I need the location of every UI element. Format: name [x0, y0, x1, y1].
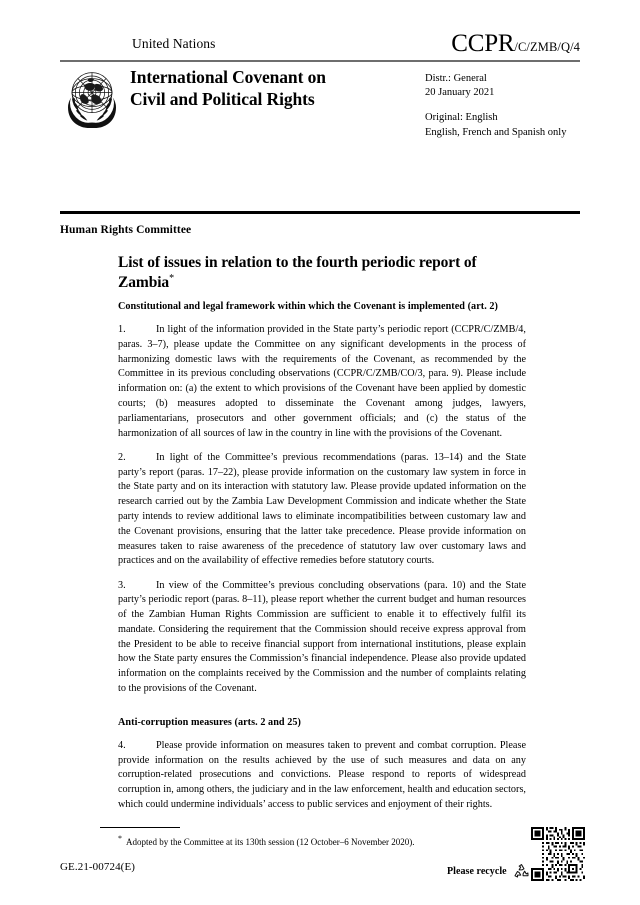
distribution-block: [425, 72, 595, 140]
footnote: [118, 833, 538, 849]
paragraph-1-number: 1.: [118, 324, 126, 336]
paragraph-4: [118, 739, 526, 813]
recycle-notice: [447, 862, 531, 881]
covenant-title-line-1: International Covenant on: [130, 67, 326, 87]
paragraph-2-number: 2.: [118, 451, 126, 463]
paragraph-2: [118, 451, 526, 569]
title-footnote-marker: *: [169, 272, 174, 284]
document-symbol-main: CCPR: [451, 30, 515, 57]
section-heading-anticorruption: Anti-corruption measures (arts. 2 and 25): [118, 716, 301, 728]
document-symbol: [451, 30, 580, 58]
document-symbol-suffix: /C/ZMB/Q/4: [514, 40, 580, 54]
footnote-marker: *: [118, 834, 122, 843]
covenant-title-line-2: Civil and Political Rights: [130, 89, 315, 110]
footnote-divider: [100, 827, 180, 828]
recycle-icon: [512, 862, 531, 881]
masthead-top-row: [60, 30, 580, 58]
recycle-label: Please recycle: [447, 866, 507, 877]
document-body: [118, 300, 526, 822]
un-emblem-icon: [58, 64, 126, 128]
paragraph-2-text: In light of the Committee’s previous recommendations (paras. 13–14) and the State party’s report (paras. 17–22), please provide information on the customary law system in force in the State party and on its interaction with statutory law. Please provide updated information on the research carried out by the Zambia Law Development Commission and indicate whether the State party intends to review additional laws to eliminate incompatibilities between customary law and the Covenant provisions, ensuring that the latter take precedence. Please provide information on measures taken to raise awareness of the precedence of statutory law over customary laws and practices and on the availability of effective remedies before statutory courts.: [118, 451, 526, 567]
distribution-date: 20 January 2021: [425, 87, 495, 99]
page-title-text: List of issues in relation to the fourth periodic report of Zambia: [118, 254, 477, 291]
qr-code: [531, 827, 585, 881]
paragraph-4-number: 4.: [118, 739, 126, 751]
page-title: [118, 253, 528, 293]
available-languages: English, French and Spanish only: [425, 126, 567, 138]
section-heading-constitutional: Constitutional and legal framework within which the Covenant is implemented (art. 2): [118, 301, 498, 312]
masthead: [60, 30, 580, 58]
paragraph-3-number: 3.: [118, 579, 126, 591]
paragraph-3: [118, 579, 526, 697]
footnote-text: Adopted by the Committee at its 130th session (12 October–6 November 2020).: [126, 837, 415, 847]
committee-name: Human Rights Committee: [60, 224, 192, 236]
covenant-title: [130, 66, 410, 110]
document-code: GE.21-00724(E): [60, 861, 136, 873]
distribution-type: Distr.: General: [425, 73, 487, 84]
paragraph-1: [118, 323, 526, 441]
paragraph-1-text: In light of the information provided in the State party’s periodic report (CCPR/C/ZMB/4, paras. 3–7), please update the Committee on any significant developments in the process of harmonizing domestic laws with the requirements of the Covenant, as recommended by the Committee in its previous concluding observations (CCPR/C/ZMB/CO/3, para. 9). Please include information on: (a) the extent to which provisions of the Covenant have been applied by domestic courts; (b) measures adopted to disseminate the Covenant among judges, lawyers, parliamentarians, prosecutors and other government officials; and (c) the status of the harmonization of all sources of law in the country in line with the provisions of the Covenant.: [118, 324, 526, 439]
paragraph-4-text: Please provide information on measures taken to prevent and combat corruption. Please provide information on the results achieved by the use of such measures and data on any corruption-related prosecutions and convictions. Please respond to reports of widespread corruption in, among others, the judiciary and in the law enforcement, health and education sectors, which could undermine individuals’ access to public services and enjoyment of their rights.: [118, 739, 526, 811]
section-divider: [60, 211, 580, 214]
masthead-divider: [60, 60, 580, 62]
original-language: Original: English: [425, 112, 498, 124]
organization-name: United Nations: [132, 36, 216, 51]
paragraph-3-text: In view of the Committee’s previous concluding observations (para. 10) and the State party’s periodic report (paras. 8–11), please report whether the current budget and human resources of the Zambian Human Rights Commission are sufficient to enable it to effectively fulfil its mandate. Considering the requirement that the Commission should receive express approval from the President to be able to receive financial support from international institutions, please explain how the State party ensures the Commission’s financial independence. Please also provide updated information on the complaints received by the Commission and the number of complaints relating to the provisions of the Covenant.: [118, 579, 526, 695]
